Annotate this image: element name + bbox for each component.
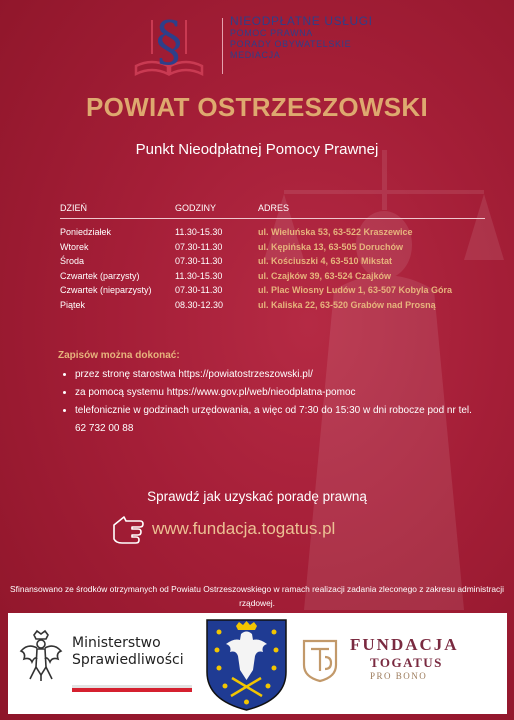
row-day: Czwartek (nieparzysty) [60,285,152,296]
page-title: POWIAT OSTRZESZOWSKI [85,92,429,122]
logo-line: POMOC PRAWNA [230,28,313,38]
table-row [60,240,485,255]
registration-item: • za pomocą systemu https://www.gov.pl/web/nieodplatna-pomoc [75,384,478,402]
table-row [60,298,485,313]
schedule-table [60,203,485,312]
section-paragraph-book-logo [134,14,204,80]
registration-title: Zapisów można dokonać: [58,350,180,361]
logo-line: MEDIACJA [230,50,281,60]
row-day: Wtorek [60,241,89,252]
row-address: ul. Wieluńska 53, 63-522 Kraszewice [258,227,413,238]
foundation-name: TOGATUS [370,655,443,670]
footer-logos [8,613,507,714]
polish-flag-bar [72,685,192,692]
table-row [60,254,485,269]
row-address: ul. Kościuszki 4, 63-510 Mikstat [258,256,393,267]
pointing-hand-icon [110,511,146,551]
svg-text:§: § [155,14,183,73]
row-address: ul. Czajków 39, 63-524 Czajków [258,270,392,281]
registration-item: • przez stronę starostwa https://powiatostrzeszowski.pl/ [75,366,478,384]
table-header [60,203,485,219]
row-hours: 07.30-11.30 [175,241,223,252]
row-day: Środa [60,256,85,267]
row-day: Czwartek (parzysty) [60,270,140,281]
foundation-name: FUNDACJA [350,635,459,654]
header-day: DZIEŃ [60,203,87,213]
cta-text: Sprawdź jak uzyskać poradę prawną [147,489,367,504]
county-coat-of-arms-shield [203,616,290,712]
program-logo [130,12,400,82]
table-row [60,225,485,240]
ministry-name-line: Sprawiedliwości [72,652,184,668]
row-hours: 07.30-11.30 [175,285,223,296]
table-row [60,283,485,298]
togatus-monogram [301,637,339,683]
table-row [60,269,485,284]
website-link[interactable]: www.fundacja.togatus.pl [152,519,336,538]
header-address: ADRES [258,203,290,213]
registration-section [58,350,478,438]
foundation-tagline: PRO BONO [370,671,428,681]
logo-title: NIEODPŁATNE USŁUGI [230,14,373,28]
row-hours: 08.30-12.30 [175,299,224,310]
polish-eagle-emblem [18,629,64,683]
header-hours: GODZINY [175,203,217,213]
row-hours: 11.30-15.30 [175,270,223,281]
row-address: ul. Kępińska 13, 63-505 Doruchów [258,241,404,252]
logo-divider [222,18,223,74]
row-address: ul. Plac Wiosny Ludów 1, 63-507 Kobyla Góra [258,285,452,296]
row-day: Piątek [60,299,86,310]
row-hours: 11.30-15.30 [175,227,223,238]
row-address: ul. Kaliska 22, 63-520 Grabów nad Prosną [258,299,436,310]
logo-line: PORADY OBYWATELSKIE [230,39,352,49]
registration-item: • telefonicznie w godzinach urzędowania, a więc od 7:30 do 15:30 w dni robocze pod nr tel. 62 732 00 88 [75,402,478,438]
row-day: Poniedziałek [60,227,112,238]
registration-list [58,366,478,438]
ministry-name-line: Ministerstwo [72,635,161,651]
page-subtitle: Punkt Nieodpłatnej Pomocy Prawnej [135,141,379,158]
funding-note: Sfinansowano ze środków otrzymanych od Powiatu Ostrzeszowskiego w ramach realizacji zadania zleconego z zakresu administracji rządowej. [10,584,504,608]
row-hours: 07.30-11.30 [175,256,223,267]
